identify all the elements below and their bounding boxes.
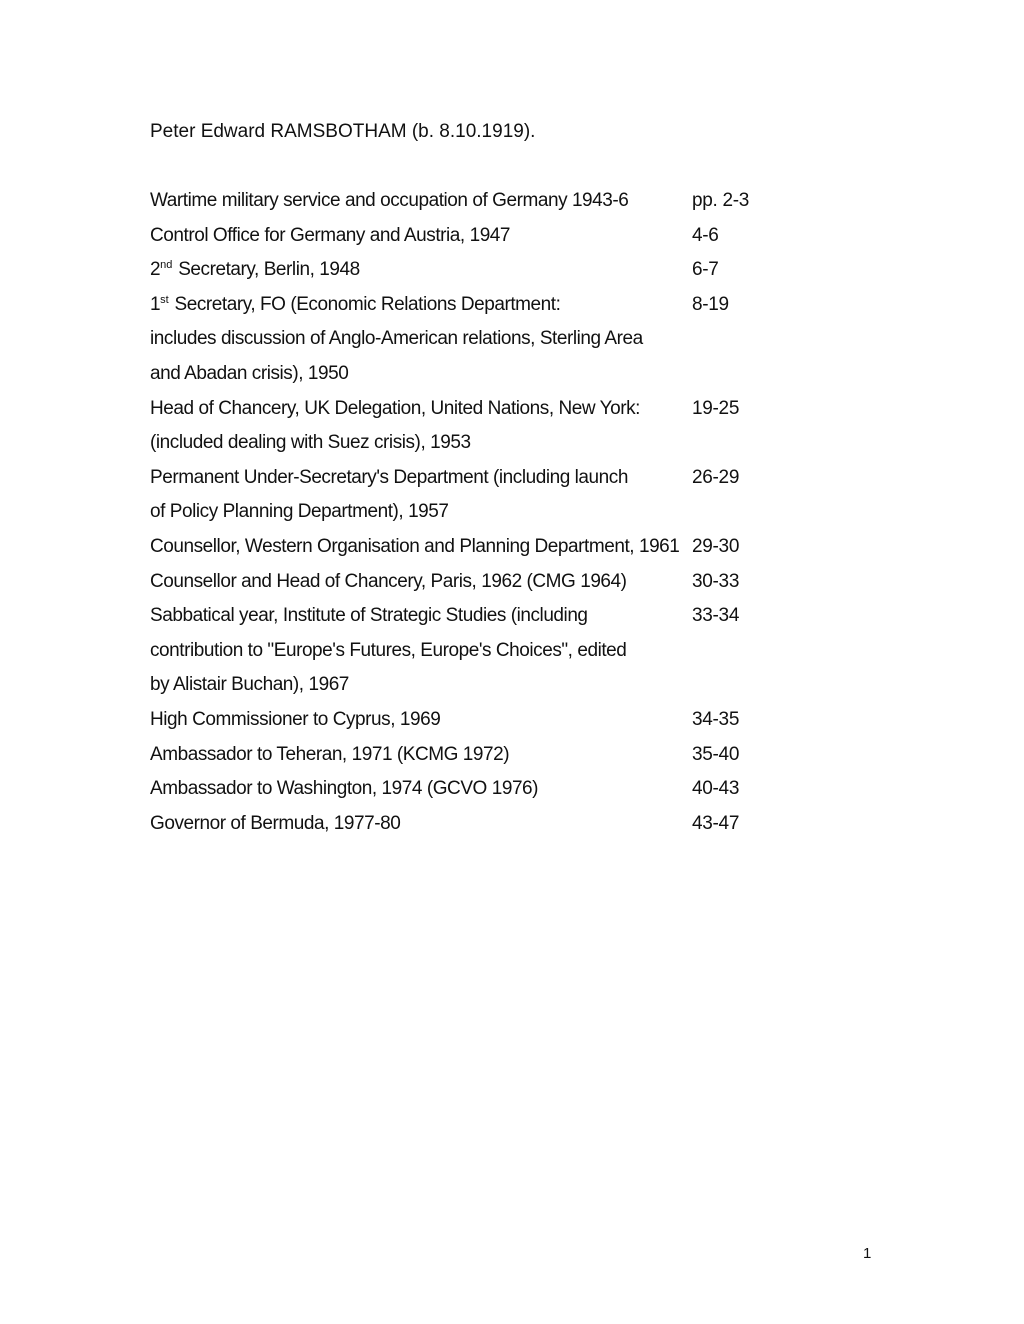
contents-row — [150, 637, 770, 672]
contents-row — [150, 775, 770, 810]
contents-entry-text: Governor of Bermuda, 1977-80 — [150, 812, 401, 834]
ordinal-suffix: st — [160, 293, 169, 306]
contents-row — [150, 671, 770, 706]
contents-entry-text: (included dealing with Suez crisis), 1953 — [150, 432, 471, 454]
contents-entry-text: by Alistair Buchan), 1967 — [150, 674, 349, 696]
ordinal-number: 2 — [150, 259, 161, 281]
contents-entry — [150, 291, 560, 319]
contents-entry-pages: 35-40 — [692, 743, 740, 765]
contents-entry-pages: 40-43 — [692, 778, 740, 800]
contents-entry-pages: 43-47 — [692, 812, 740, 834]
contents-entry-text: Wartime military service and occupation of Germany 1943-6 — [150, 190, 629, 211]
contents-row — [150, 706, 770, 741]
ordinal-number: 1 — [150, 293, 161, 315]
contents-entry-text: High Commissioner to Cyprus, 1969 — [150, 708, 441, 730]
contents-entry-text: contribution to "Europe's Futures, Europe's Choices", edited — [150, 639, 627, 661]
contents-row — [150, 256, 770, 291]
contents-entry-pages: pp. 2-3 — [692, 190, 750, 211]
contents-entry-text: and Abadan crisis), 1950 — [150, 362, 349, 384]
contents-entry-text: Control Office for Germany and Austria, 1947 — [150, 224, 511, 246]
contents-entry-text: Secretary, Berlin, 1948 — [173, 259, 360, 281]
contents-row — [150, 498, 770, 533]
contents-row — [150, 222, 770, 257]
contents-entry-text: includes discussion of Anglo-American relations, Sterling Area — [150, 328, 643, 350]
contents-entry-text: Counsellor and Head of Chancery, Paris, 1962 (CMG 1964) — [150, 570, 627, 592]
contents-row — [150, 568, 770, 603]
contents-entry-pages: 19-25 — [692, 397, 740, 419]
contents-entry-text: Ambassador to Teheran, 1971 (KCMG 1972) — [150, 743, 510, 765]
contents-entry-text: of Policy Planning Department), 1957 — [150, 501, 449, 523]
contents-entry-pages: 6-7 — [692, 259, 719, 281]
contents-entry-text: Secretary, FO (Economic Relations Department: — [169, 293, 561, 315]
contents-entry-text: Counsellor, Western Organisation and Planning Department, 1961 — [150, 535, 680, 557]
contents-entry-pages: 30-33 — [692, 570, 740, 592]
page-title: Peter Edward RAMSBOTHAM (b. 8.10.1919). — [150, 121, 536, 142]
contents-row — [150, 429, 770, 464]
contents-entry-text: Permanent Under-Secretary's Department (including launch — [150, 466, 628, 488]
contents-entry-pages: 34-35 — [692, 708, 740, 730]
contents-entry-text: Sabbatical year, Institute of Strategic Studies (including — [150, 605, 588, 627]
contents-row — [150, 464, 770, 499]
contents-entry-pages: 4-6 — [692, 224, 719, 246]
contents-row — [150, 187, 770, 222]
contents-entry-text: Ambassador to Washington, 1974 (GCVO 1976) — [150, 778, 539, 800]
page-number: 1 — [863, 1245, 872, 1262]
contents-entry — [150, 256, 360, 284]
contents-row — [150, 741, 770, 776]
contents-entry-pages: 29-30 — [692, 535, 740, 557]
contents-row — [150, 291, 770, 326]
contents-row — [150, 533, 770, 568]
contents-row — [150, 810, 770, 845]
contents-entry-pages: 8-19 — [692, 293, 729, 315]
contents-row — [150, 395, 770, 430]
contents-entry-pages: 26-29 — [692, 466, 740, 488]
contents-row — [150, 602, 770, 637]
contents-entry-pages: 33-34 — [692, 605, 740, 627]
contents-row — [150, 325, 770, 360]
ordinal-suffix: nd — [160, 259, 173, 272]
contents-row — [150, 360, 770, 395]
contents-entry-text: Head of Chancery, UK Delegation, United Nations, New York: — [150, 397, 640, 419]
contents-list — [150, 187, 770, 844]
